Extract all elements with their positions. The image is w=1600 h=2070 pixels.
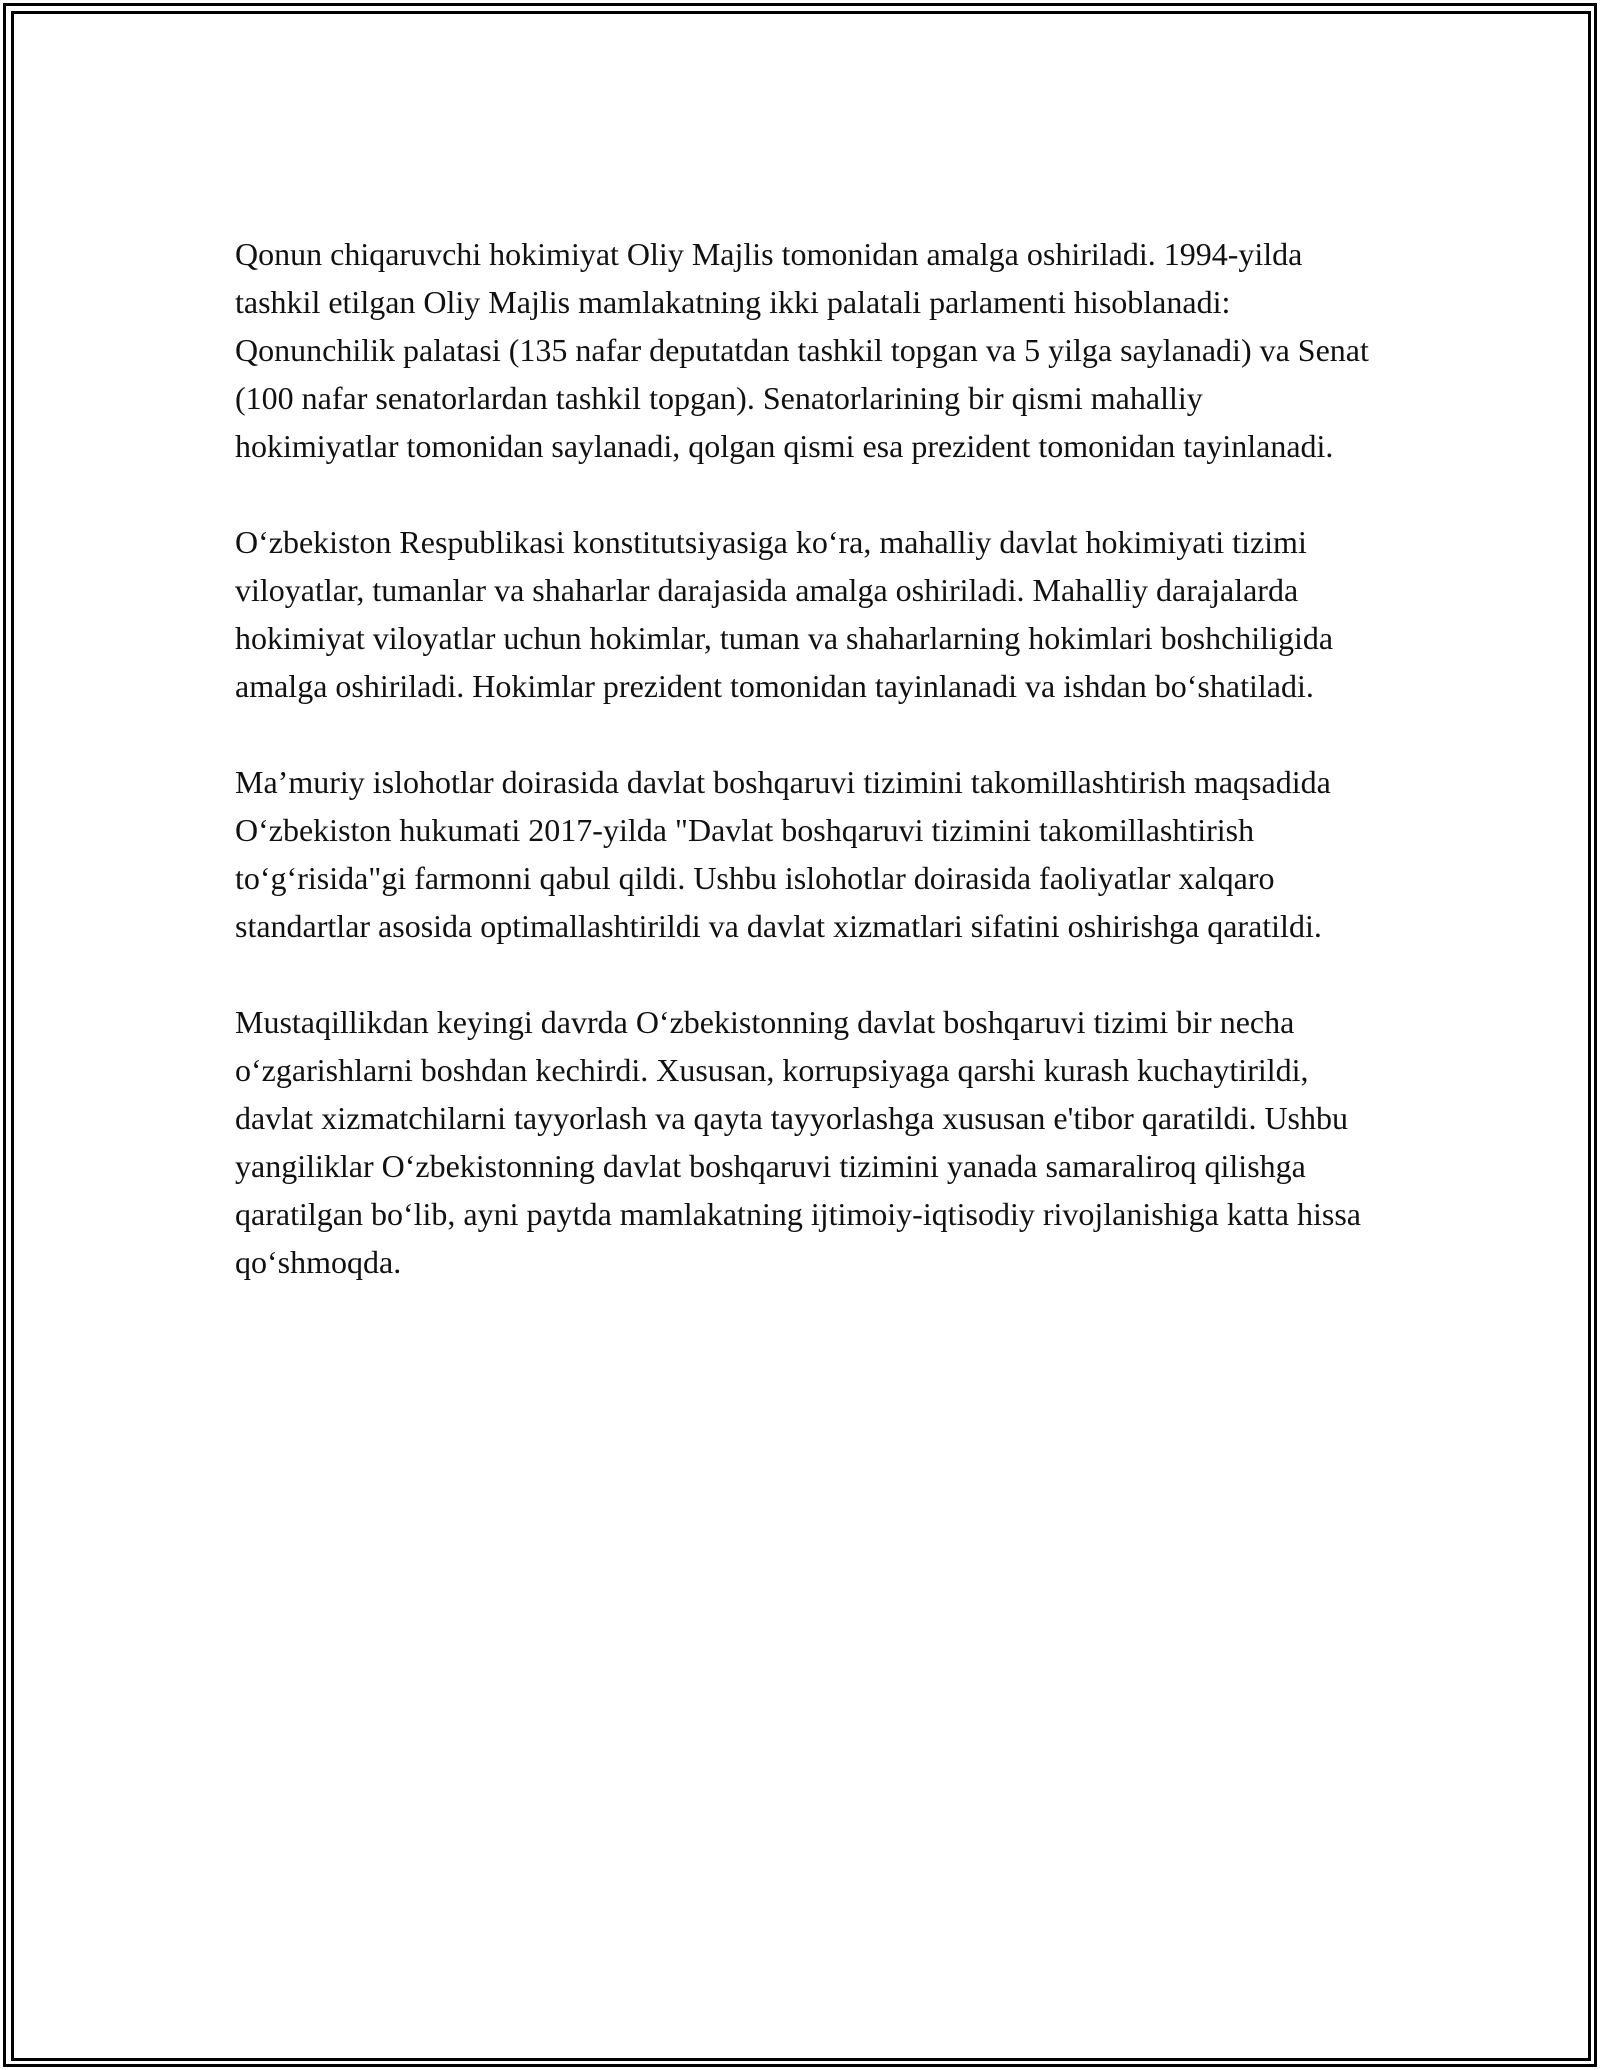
paragraph-local-government: O‘zbekiston Respublikasi konstitutsiyasiga ko‘ra, mahalliy davlat hokimiyati tizimi viloyatlar, tumanlar va shaharlar darajasida amalga oshiriladi. Mahalliy darajalarda hokimiyat viloyatlar uchun hokimlar, tuman va shaharlarning hokimlari boshchiligida amalga oshiriladi. Hokimlar prezident tomonidan tayinlanadi va ishdan bo‘shatiladi. [235, 524, 1334, 704]
paragraph-administrative-reforms: Ma’muriy islohotlar doirasida davlat boshqaruvi tizimini takomillashtirish maqsadida O‘zbekiston hukumati 2017-yilda "Davlat boshqaruvi tizimini takomillashtirish to‘g‘risida"gi farmonni qabul qildi. Ushbu islohotlar doirasida faoliyatlar xalqaro standartlar asosida optimallashtirildi va davlat xizmatlari sifatini oshirishga qaratildi. [235, 764, 1331, 944]
paragraph-post-independence-changes: Mustaqillikdan keyingi davrda O‘zbekistonning davlat boshqaruvi tizimi bir necha o‘zgarishlarni boshdan kechirdi. Xususan, korrupsiyaga qarshi kurash kuchaytirildi, davlat xizmatchilarni tayyorlash va qayta tayyorlashga xususan e'tibor qaratildi. Ushbu yangiliklar O‘zbekistonning davlat boshqaruvi tizimini yanada samaraliroq qilishga qaratilgan bo‘lib, ayni paytda mamlakatning ijtimoiy-iqtisodiy rivojlanishiga katta hissa qo‘shmoqda. [235, 1004, 1361, 1280]
paragraph-legislative-power: Qonun chiqaruvchi hokimiyat Oliy Majlis tomonidan amalga oshiriladi. 1994-yilda tashkil etilgan Oliy Majlis mamlakatning ikki palatali parlamenti hisoblanadi: Qonunchilik palatasi (135 nafar deputatdan tashkil topgan va 5 yilga saylanadi) va Senat (100 nafar senatorlardan tashkil topgan). Senatorlarining bir qismi mahalliy hokimiyatlar tomonidan saylanadi, qolgan qismi esa prezident tomonidan tayinlanadi. [235, 236, 1369, 464]
document-body [235, 230, 1370, 1286]
